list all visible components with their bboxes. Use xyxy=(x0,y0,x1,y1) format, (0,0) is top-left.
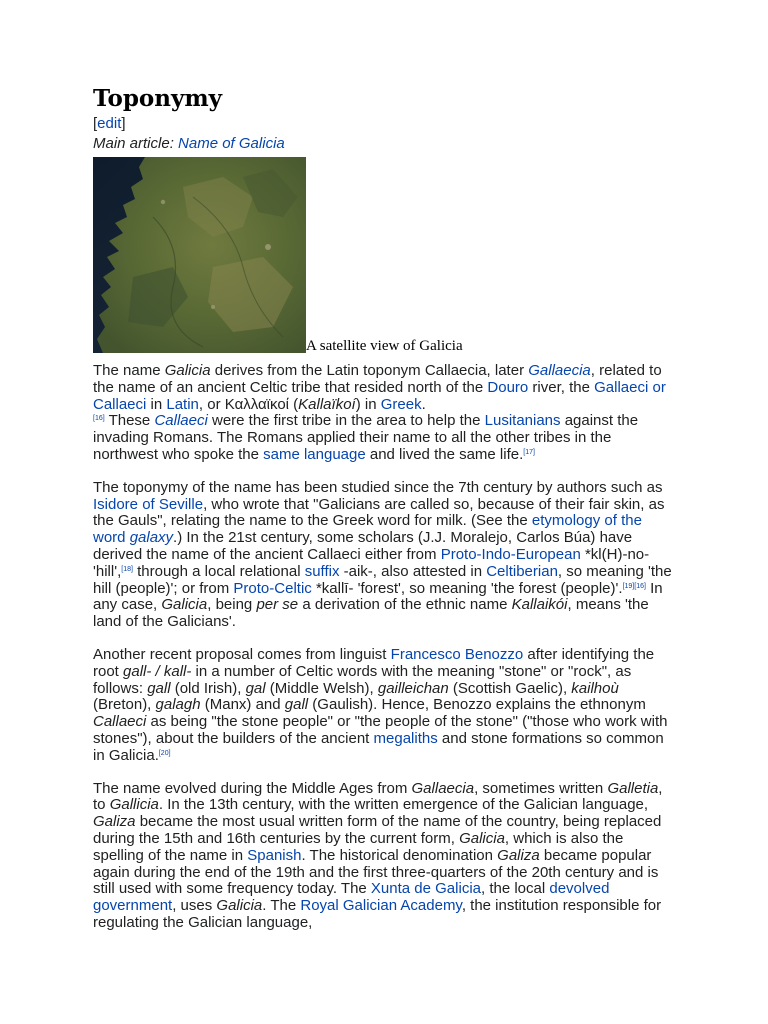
edit-section xyxy=(93,114,678,134)
text: (Middle Welsh), xyxy=(265,679,378,697)
hatnote-prefix: Main article: xyxy=(93,135,179,152)
text: . In the 13th century, with the written emergence of the Galician language, xyxy=(158,796,649,814)
link-callaeci[interactable] xyxy=(154,412,207,429)
article-section xyxy=(93,84,678,948)
citation-17[interactable]: [17] xyxy=(523,448,535,456)
link-pie[interactable]: Proto-Indo-European xyxy=(440,545,581,563)
link-xunta[interactable]: Xunta de Galicia xyxy=(370,880,481,898)
link-gallaeci[interactable]: Gallaeci or Callaeci xyxy=(93,378,666,413)
link-text-italic: galaxy xyxy=(129,529,174,547)
text: The name evolved during the Middle Ages from xyxy=(93,779,412,797)
text: (Breton), xyxy=(93,696,156,714)
text: against the invading Romans. The Romans applied their name to all the other tribes in the northwest who spoke the xyxy=(93,412,639,463)
text: (Scottish Gaelic), xyxy=(448,679,572,697)
image-caption: A satellite view of Galicia xyxy=(306,338,463,354)
text: , the institution responsible for regulating the Galician language, xyxy=(93,897,662,931)
text: a derivation of the ethnic name xyxy=(298,596,512,614)
citation-18[interactable]: [18] xyxy=(121,565,133,573)
link-douro[interactable]: Douro xyxy=(487,378,529,396)
italic-text: Galiza xyxy=(497,846,540,864)
link-benozzo[interactable]: Francesco Benozzo xyxy=(390,645,524,663)
link-gallaecia[interactable] xyxy=(528,362,591,379)
italic-text: Galletia xyxy=(607,779,659,797)
italic-text: galagh xyxy=(155,696,201,714)
text: . The historical denomination xyxy=(301,846,498,864)
text: in a number of Celtic words with the meaning "stone" or "rock", as follows: xyxy=(93,662,632,697)
link-megaliths[interactable]: megaliths xyxy=(373,729,438,747)
text: river, the xyxy=(528,378,595,396)
italic-text: gal xyxy=(245,679,266,697)
text: were the first tribe in the area to help the xyxy=(207,412,485,430)
text: as being "the stone people" or "the people of the stone" ("those who work with stones"), about the builders of the ancient xyxy=(93,713,668,747)
italic-text: Callaeci xyxy=(93,713,147,731)
text: through a local relational xyxy=(132,562,305,580)
italic-text: kailhoù xyxy=(571,679,619,697)
citation-19[interactable]: [19] xyxy=(622,582,635,590)
paragraph-2 xyxy=(93,480,678,631)
italic-text: gall xyxy=(284,696,309,714)
text: -aik-, also attested in xyxy=(339,562,487,580)
text: after identifying the root xyxy=(93,645,655,680)
italic-text: Galicia xyxy=(459,829,505,847)
text: became popular again during the end of the 19th and the first three-quarters of the 20th century and is still used with some frequency today. The xyxy=(93,846,659,898)
text: , sometimes written xyxy=(474,779,608,797)
link-text: Gallaecia xyxy=(528,362,591,379)
text: ) in xyxy=(355,395,381,413)
text: (Gaulish). Hence, Benozzo explains the ethnonym xyxy=(308,696,646,714)
text: , being xyxy=(207,596,257,614)
link-proto-celtic[interactable]: Proto-Celtic xyxy=(233,579,312,597)
edit-link[interactable]: edit xyxy=(97,115,122,132)
text: in xyxy=(146,395,167,413)
text: .) In the 21st century, some scholars (J.J. Moralejo, Carlos Búa) have derived the name of the ancient Callaeci either from xyxy=(93,529,633,563)
text: *kallī- 'forest', so meaning 'the forest (people)'. xyxy=(311,579,623,597)
citation-16[interactable]: [16] xyxy=(93,415,105,423)
text: , which is also the spelling of the name in xyxy=(93,829,624,864)
link-isidore[interactable]: Isidore of Seville xyxy=(93,495,204,513)
italic-text: Galiza xyxy=(93,813,136,831)
link-devolved-government[interactable]: devolved government xyxy=(93,880,610,915)
text: These xyxy=(104,412,155,430)
link-greek[interactable]: Greek xyxy=(380,395,422,413)
link-latin[interactable]: Latin xyxy=(166,395,199,413)
text: and lived the same life. xyxy=(365,445,524,463)
text: , means 'the land of the Galicians'. xyxy=(93,596,649,631)
bracket-close: ] xyxy=(121,115,126,132)
text: *kl(H)-no- 'hill', xyxy=(93,545,650,580)
italic-text: Galicia xyxy=(161,596,208,614)
text: , uses xyxy=(172,897,217,915)
text: (Manx) and xyxy=(200,696,285,714)
text: and stone formations so common in Galicia. xyxy=(93,729,664,764)
paragraph-4 xyxy=(93,781,678,932)
text: , related to the name of an ancient Celtic tribe that resided north of the xyxy=(93,362,662,396)
hatnote-link[interactable]: Name of Galicia xyxy=(178,135,285,152)
citation-16[interactable]: [16] xyxy=(634,582,646,590)
italic-text: gall- / kall- xyxy=(123,662,192,680)
section-heading: Toponymy xyxy=(93,85,223,112)
citation-20[interactable]: [20] xyxy=(158,749,171,757)
italic-text: Kallaikói xyxy=(511,596,568,614)
paragraph-3 xyxy=(93,647,678,765)
bracket-open: [ xyxy=(93,115,98,132)
italic-text: Gallicia xyxy=(109,796,159,814)
link-text: Callaeci xyxy=(154,412,208,430)
link-lusitanians[interactable]: Lusitanians xyxy=(484,412,561,430)
italic-text: Kallaïkoí xyxy=(298,395,356,413)
text: . The xyxy=(262,897,301,915)
link-suffix[interactable]: suffix xyxy=(304,562,340,580)
text: , who wrote that "Galicians are called so, because of their fair skin, as the Gauls", relating the name to the Greek word for milk. (See the xyxy=(93,495,665,530)
text: derives from the Latin toponym Callaecia, later xyxy=(210,362,529,379)
italic-text: Galicia xyxy=(164,362,211,379)
link-celtiberian[interactable]: Celtiberian xyxy=(486,562,558,580)
text: In any case, xyxy=(93,579,663,614)
text: Another recent proposal comes from linguist xyxy=(93,645,391,663)
text: became the most usual written form of the name of the country, being replaced during the 15th and 16th centuries by the current form, xyxy=(93,813,662,847)
italic-text: per se xyxy=(256,596,299,614)
link-spanish[interactable]: Spanish xyxy=(247,846,302,864)
text: , to xyxy=(93,779,663,814)
hatnote xyxy=(93,134,678,154)
figure xyxy=(93,157,678,353)
text: , or Καλλαϊκοί ( xyxy=(198,395,299,413)
text: , the local xyxy=(481,880,550,898)
text: The toponymy of the name has been studied since the 7th century by authors such as xyxy=(93,478,663,496)
italic-text: Gallaecia xyxy=(411,779,475,797)
italic-text: gall xyxy=(147,679,171,697)
link-same-language[interactable]: same language xyxy=(263,445,366,463)
paragraph-1 xyxy=(93,363,678,464)
text: The name xyxy=(93,362,165,379)
link-royal-galician-academy[interactable]: Royal Galician Academy xyxy=(300,897,462,915)
text: (old Irish), xyxy=(170,679,246,697)
text: , so meaning 'the hill (people)'; or from xyxy=(93,562,672,597)
italic-text: Galicia xyxy=(216,897,263,915)
satellite-image[interactable] xyxy=(93,157,306,353)
link-text: etymology of the word xyxy=(93,512,642,547)
italic-text: gailleichan xyxy=(377,679,449,697)
text: . xyxy=(421,395,426,413)
